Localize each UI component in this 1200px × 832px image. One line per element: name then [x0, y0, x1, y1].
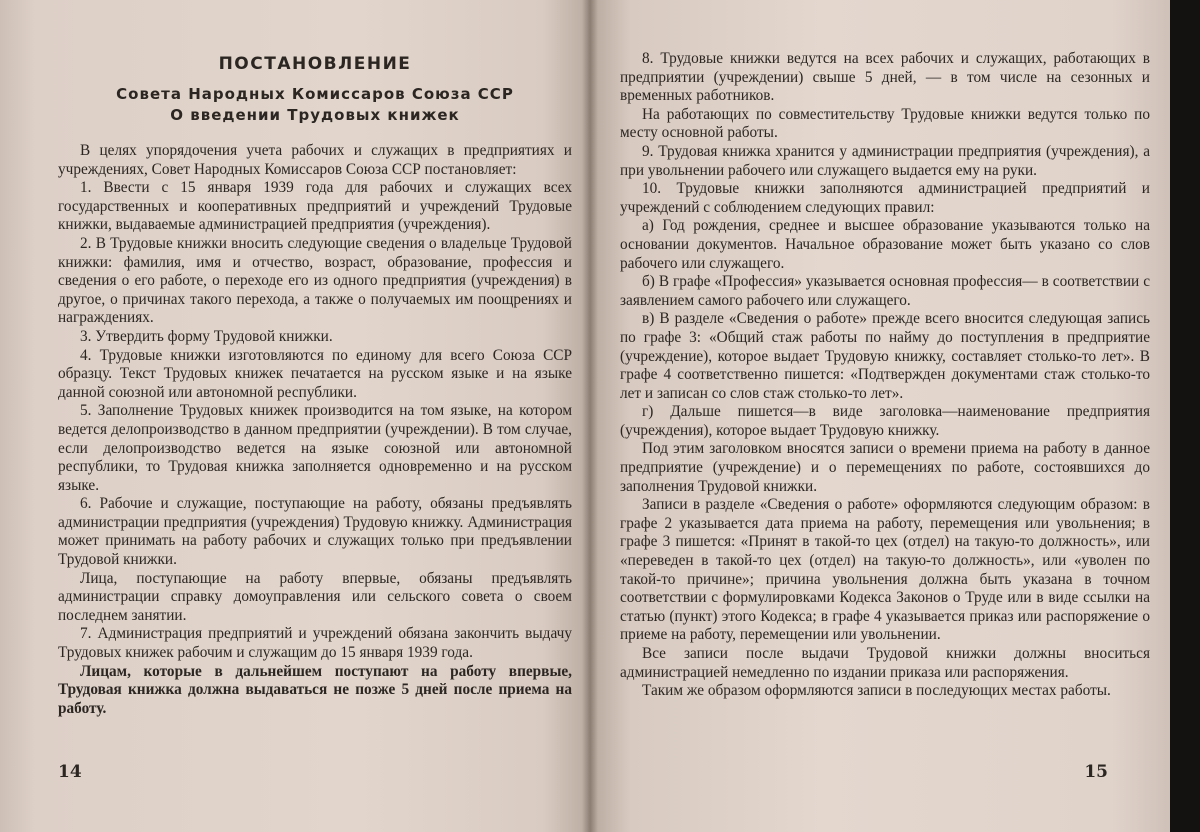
- paragraph: 5. Заполнение Трудовых книжек производится на том языке, на котором ведется делопроизводство в данном предприятии (учреждении). В том случае, если делопроизводство ведется на языке союзной или автономной республики, то Трудовая книжка заполняется одновременно и на русском языке.: [58, 402, 572, 494]
- paragraph: 8. Трудовые книжки ведутся на всех рабочих и служащих, работающих в предприятии (учреждении) свыше 5 дней, — в том числе на сезонных и временных работников.: [620, 50, 1150, 105]
- paragraph: Таким же образом оформляются записи в последующих местах работы.: [642, 682, 1111, 700]
- left-page: [0, 0, 590, 832]
- paragraph: а) Год рождения, среднее и высшее образование указываются только на основании документов. Начальное образование может быть указано со слов рабочего или служащего.: [620, 217, 1150, 272]
- paragraph: 7. Администрация предприятий и учреждений обязана закончить выдачу Трудовых книжек рабочим и служащим до 15 января 1939 года.: [58, 625, 572, 662]
- paragraph: в) В разделе «Сведения о работе» прежде всего вносится следующая запись по графе 3: «Общий стаж работы по найму до поступления в предприятие (учреждение), которое выдает Трудовую книжку, составляет столько-то лет». В графе 4 соответственно пишется: «Подтвержден документами стаж столько-то лет и записан со слов стаж столько-то лет».: [620, 310, 1150, 402]
- book-gutter: [582, 0, 598, 832]
- paragraph: Лица, поступающие на работу впервые, обязаны предъявлять администрации справку домоуправления или сельского совета о своем последнем занятии.: [58, 569, 572, 624]
- paragraph: 1. Ввести с 15 января 1939 года для рабочих и служащих всех государственных и кооперативных предприятий и учреждений Трудовые книжки, выдаваемые администрацией предприятия (учреждения).: [58, 179, 572, 234]
- paragraph: Записи в разделе «Сведения о работе» оформляются следующим образом: в графе 2 указывается дата приема на работу, перемещения или увольнения; в графе 3 пишется: «Принят в такой-то цех (отдел) на такую-то должность», или «переведен в такой-то цех (отдел) на такую-то должность», или «уволен по такой-то причине»; причина увольнения должна быть указана в точном соответствии с формулировками Кодекса Законов о Труде или в виде ссылки на статью (пункт) этого Кодекса; в графе 4 указывается приказ или распоряжение о приеме на работу, перемещении или увольнении.: [620, 496, 1150, 644]
- paragraph: б) В графе «Профессия» указывается основная профессия— в соответствии с заявлением самого рабочего или служащего.: [620, 273, 1150, 309]
- right-page-text: [620, 50, 1150, 701]
- decree-heading: О введении Трудовых книжек: [170, 106, 460, 124]
- paragraph: 6. Рабочие и служащие, поступающие на работу, обязаны предъявлять администрации предприятия (учреждения) Трудовую книжку. Администрация может принимать на работу рабочих и служащих только при предъявлении Трудовой книжки.: [58, 495, 572, 569]
- paragraph: 10. Трудовые книжки заполняются администрацией предприятий и учреждений с соблюдением следующих правил:: [620, 180, 1150, 216]
- paragraph: 9. Трудовая книжка хранится у администрации предприятия (учреждения), а при увольнении рабочего или служащего выдается ему на руки.: [620, 142, 1150, 179]
- paragraph: Все записи после выдачи Трудовой книжки должны вноситься администрацией немедленно по издании приказа или распоряжения.: [620, 645, 1150, 681]
- bold-paragraph: Лицам, которые в дальнейшем поступают на работу впервые, Трудовая книжка должна выдаваться не позже 5 дней после приема на работу.: [58, 662, 572, 717]
- decree-subtitle: Совета Народных Комиссаров Союза ССР: [116, 85, 514, 103]
- decree-title: ПОСТАНОВЛЕНИЕ: [218, 54, 412, 74]
- left-page-text: [58, 142, 572, 718]
- paragraph: На работающих по совместительству Трудовые книжки ведутся только по месту основной работы.: [620, 105, 1150, 142]
- paragraph: 2. В Трудовые книжки вносить следующие сведения о владельце Трудовой книжки: фамилия, имя и отчество, возраст, образование, профессия и сведения о его работе, о переходе его из одного предприятия (учреждения) в другое, о причинах такого перехода, а также о получаемых им поощрениях и награждениях.: [58, 234, 572, 327]
- right-page: [590, 0, 1170, 832]
- page-number-right: 15: [1084, 762, 1108, 782]
- paragraph: 4. Трудовые книжки изготовляются по единому для всего Союза ССР образцу. Текст Трудовых книжек печатается на русском языке и на языке данной союзной или автономной республики.: [58, 346, 572, 401]
- paragraph: г) Дальше пишется—в виде заголовка—наименование предприятия (учреждения), которое выдает Трудовую книжку.: [620, 403, 1150, 439]
- paragraph: 3. Утвердить форму Трудовой книжки.: [80, 327, 333, 345]
- paragraph: В целях упорядочения учета рабочих и служащих в предприятиях и учреждениях, Совет Народных Комиссаров Союза ССР постановляет:: [58, 142, 572, 178]
- background-edge: [1170, 0, 1200, 832]
- paragraph: Под этим заголовком вносятся записи о времени приема на работу в данное предприятие (учреждение) и о перемещениях по работе, состоявшихся до заполнения Трудовой книжки.: [620, 440, 1150, 495]
- page-number-left: 14: [58, 762, 82, 782]
